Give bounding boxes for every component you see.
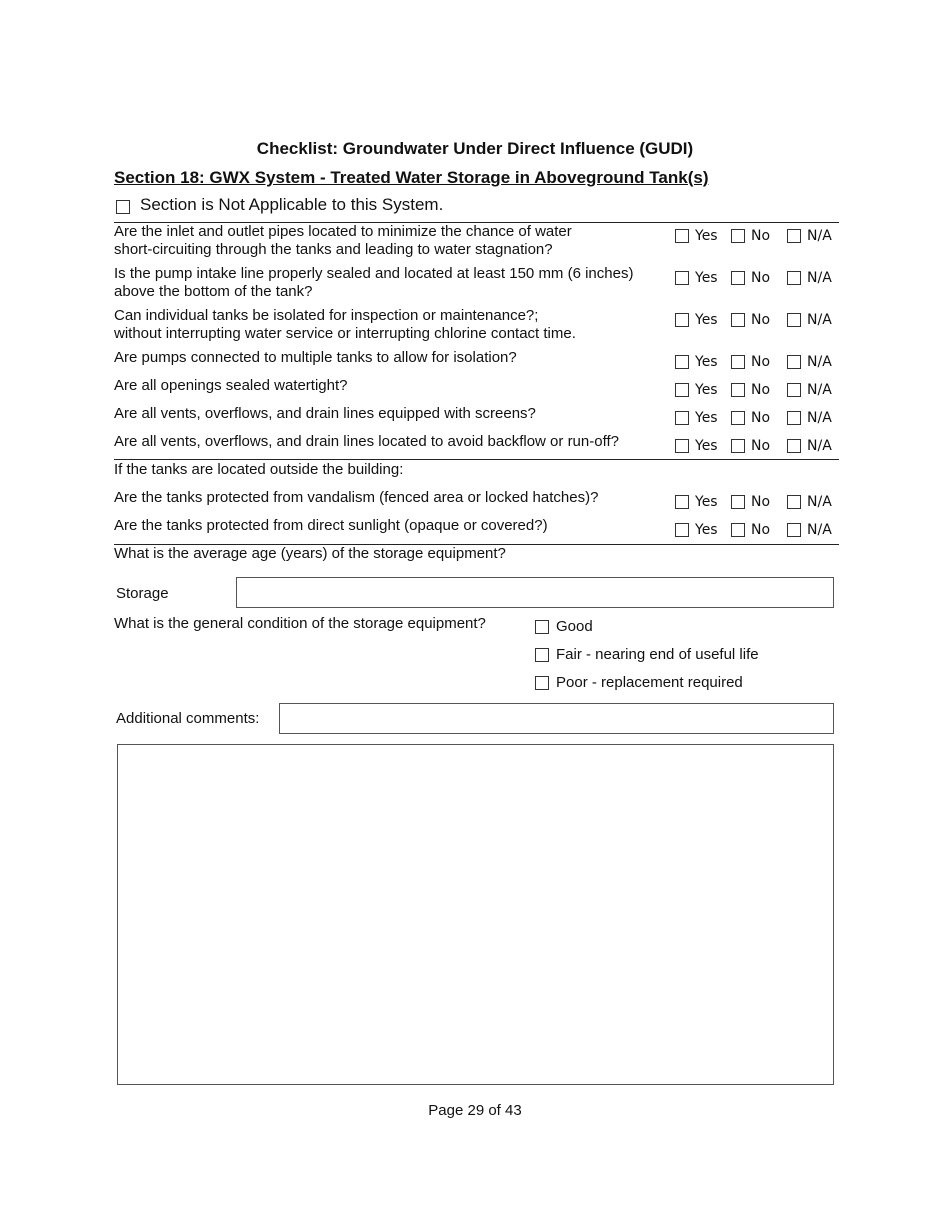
- answer-options-7: [675, 438, 832, 454]
- yes-checkbox[interactable]: [675, 355, 689, 369]
- yes-label: Yes: [695, 438, 718, 454]
- question-text: short-circuiting through the tanks and leading to water stagnation?: [114, 241, 553, 258]
- answer-options-8: [675, 494, 832, 510]
- na-label: N/A: [807, 438, 832, 454]
- no-label: No: [751, 438, 771, 454]
- checklist-title: Checklist: Groundwater Under Direct Influence (GUDI): [256, 139, 694, 158]
- na-checkbox[interactable]: [787, 411, 801, 425]
- no-label: No: [751, 354, 771, 370]
- no-label: No: [751, 410, 771, 426]
- yes-checkbox[interactable]: [675, 495, 689, 509]
- no-checkbox[interactable]: [731, 271, 745, 285]
- answer-options-3: [675, 312, 832, 328]
- no-checkbox[interactable]: [731, 495, 745, 509]
- yes-label: Yes: [695, 410, 718, 426]
- outside-heading: If the tanks are located outside the building:: [114, 461, 404, 478]
- yes-checkbox[interactable]: [675, 313, 689, 327]
- option-no[interactable]: [731, 522, 787, 538]
- question-7: [114, 433, 669, 451]
- option-na[interactable]: [787, 228, 832, 244]
- storage-label: Storage: [116, 585, 169, 602]
- condition-question: What is the general condition of the storage equipment?: [114, 615, 486, 632]
- question-5: [114, 377, 664, 395]
- na-checkbox[interactable]: [787, 383, 801, 397]
- yes-checkbox[interactable]: [675, 271, 689, 285]
- na-checkbox[interactable]: [787, 271, 801, 285]
- question-text: Are all vents, overflows, and drain lines equipped with screens?: [114, 405, 536, 422]
- na-checkbox[interactable]: [787, 229, 801, 243]
- condition-option-fair[interactable]: [535, 646, 759, 663]
- option-no[interactable]: [731, 410, 787, 426]
- yes-label: Yes: [695, 270, 718, 286]
- no-checkbox[interactable]: [731, 313, 745, 327]
- option-na[interactable]: [787, 410, 832, 426]
- option-na[interactable]: [787, 438, 832, 454]
- na-checkbox[interactable]: [787, 355, 801, 369]
- option-no[interactable]: [731, 312, 787, 328]
- option-no[interactable]: [731, 270, 787, 286]
- na-label: N/A: [807, 410, 832, 426]
- question-3: [114, 307, 664, 343]
- age-question: What is the average age (years) of the storage equipment?: [114, 545, 506, 562]
- question-8: [114, 489, 664, 507]
- yes-checkbox[interactable]: [675, 439, 689, 453]
- answer-options-5: [675, 382, 832, 398]
- option-yes[interactable]: [675, 228, 731, 244]
- section-title: Section 18: GWX System - Treated Water Storage in Aboveground Tank(s): [114, 168, 709, 187]
- question-4: [114, 349, 664, 367]
- question-6: [114, 405, 664, 423]
- question-text: Are the tanks protected from vandalism (fenced area or locked hatches)?: [114, 489, 599, 506]
- question-text: Are all openings sealed watertight?: [114, 377, 348, 394]
- yes-checkbox[interactable]: [675, 383, 689, 397]
- page-number: Page 29 of 43: [428, 1102, 522, 1119]
- answer-options-1: [675, 228, 832, 244]
- na-label: N/A: [807, 522, 832, 538]
- yes-checkbox[interactable]: [675, 411, 689, 425]
- question-text: Are all vents, overflows, and drain lines located to avoid backflow or run-off?: [114, 433, 619, 450]
- option-no[interactable]: [731, 354, 787, 370]
- not-applicable-label: Section is Not Applicable to this System.: [140, 195, 444, 214]
- answer-options-4: [675, 354, 832, 370]
- comments-label: Additional comments:: [116, 710, 260, 727]
- option-yes[interactable]: [675, 438, 731, 454]
- question-text: Is the pump intake line properly sealed and located at least 150 mm (6 inches): [114, 265, 634, 282]
- answer-options-6: [675, 410, 832, 426]
- question-1: [114, 223, 664, 259]
- option-no[interactable]: [731, 382, 787, 398]
- question-text: Are the tanks protected from direct sunlight (opaque or covered?): [114, 517, 548, 534]
- no-checkbox[interactable]: [731, 523, 745, 537]
- not-applicable-checkbox[interactable]: [116, 200, 130, 214]
- fair-checkbox[interactable]: [535, 648, 549, 662]
- question-text: Are the inlet and outlet pipes located to minimize the chance of water: [114, 223, 572, 240]
- yes-label: Yes: [695, 228, 718, 244]
- storage-age-input[interactable]: [236, 577, 834, 608]
- na-checkbox[interactable]: [787, 313, 801, 327]
- yes-label: Yes: [695, 522, 718, 538]
- question-text: Can individual tanks be isolated for inspection or maintenance?;: [114, 307, 539, 324]
- option-na[interactable]: [787, 354, 832, 370]
- na-label: N/A: [807, 228, 832, 244]
- yes-checkbox[interactable]: [675, 523, 689, 537]
- no-label: No: [751, 312, 771, 328]
- na-checkbox[interactable]: [787, 495, 801, 509]
- not-applicable-row: [116, 195, 443, 215]
- condition-option-poor[interactable]: [535, 674, 743, 691]
- no-checkbox[interactable]: [731, 229, 745, 243]
- question-9: [114, 517, 664, 535]
- option-yes[interactable]: [675, 382, 731, 398]
- condition-label: Fair - nearing end of useful life: [556, 646, 759, 663]
- option-yes[interactable]: [675, 522, 731, 538]
- no-label: No: [751, 270, 771, 286]
- option-na[interactable]: [787, 494, 832, 510]
- option-na[interactable]: [787, 312, 832, 328]
- na-label: N/A: [807, 382, 832, 398]
- option-na[interactable]: [787, 382, 832, 398]
- divider: [114, 459, 839, 460]
- condition-option-good[interactable]: [535, 618, 593, 635]
- yes-label: Yes: [695, 382, 718, 398]
- na-label: N/A: [807, 494, 832, 510]
- no-checkbox[interactable]: [731, 383, 745, 397]
- option-na[interactable]: [787, 522, 832, 538]
- question-2: [114, 265, 674, 301]
- no-label: No: [751, 382, 771, 398]
- na-label: N/A: [807, 354, 832, 370]
- option-na[interactable]: [787, 270, 832, 286]
- good-checkbox[interactable]: [535, 620, 549, 634]
- condition-label: Good: [556, 618, 593, 635]
- option-yes[interactable]: [675, 410, 731, 426]
- no-label: No: [751, 228, 771, 244]
- no-checkbox[interactable]: [731, 411, 745, 425]
- comments-input[interactable]: [279, 703, 834, 734]
- option-yes[interactable]: [675, 270, 731, 286]
- answer-options-9: [675, 522, 832, 538]
- option-yes[interactable]: [675, 312, 731, 328]
- no-checkbox[interactable]: [731, 355, 745, 369]
- no-checkbox[interactable]: [731, 439, 745, 453]
- answer-options-2: [675, 270, 832, 286]
- option-no[interactable]: [731, 438, 787, 454]
- question-text: Are pumps connected to multiple tanks to allow for isolation?: [114, 349, 517, 366]
- option-no[interactable]: [731, 228, 787, 244]
- na-label: N/A: [807, 270, 832, 286]
- na-checkbox[interactable]: [787, 439, 801, 453]
- yes-label: Yes: [695, 312, 718, 328]
- question-text: without interrupting water service or interrupting chlorine contact time.: [114, 325, 576, 342]
- poor-checkbox[interactable]: [535, 676, 549, 690]
- no-label: No: [751, 522, 771, 538]
- na-label: N/A: [807, 312, 832, 328]
- yes-checkbox[interactable]: [675, 229, 689, 243]
- option-yes[interactable]: [675, 494, 731, 510]
- option-no[interactable]: [731, 494, 787, 510]
- yes-label: Yes: [695, 494, 718, 510]
- option-yes[interactable]: [675, 354, 731, 370]
- na-checkbox[interactable]: [787, 523, 801, 537]
- question-text: above the bottom of the tank?: [114, 283, 313, 300]
- comments-textarea[interactable]: [117, 744, 834, 1085]
- condition-label: Poor - replacement required: [556, 674, 743, 691]
- no-label: No: [751, 494, 771, 510]
- yes-label: Yes: [695, 354, 718, 370]
